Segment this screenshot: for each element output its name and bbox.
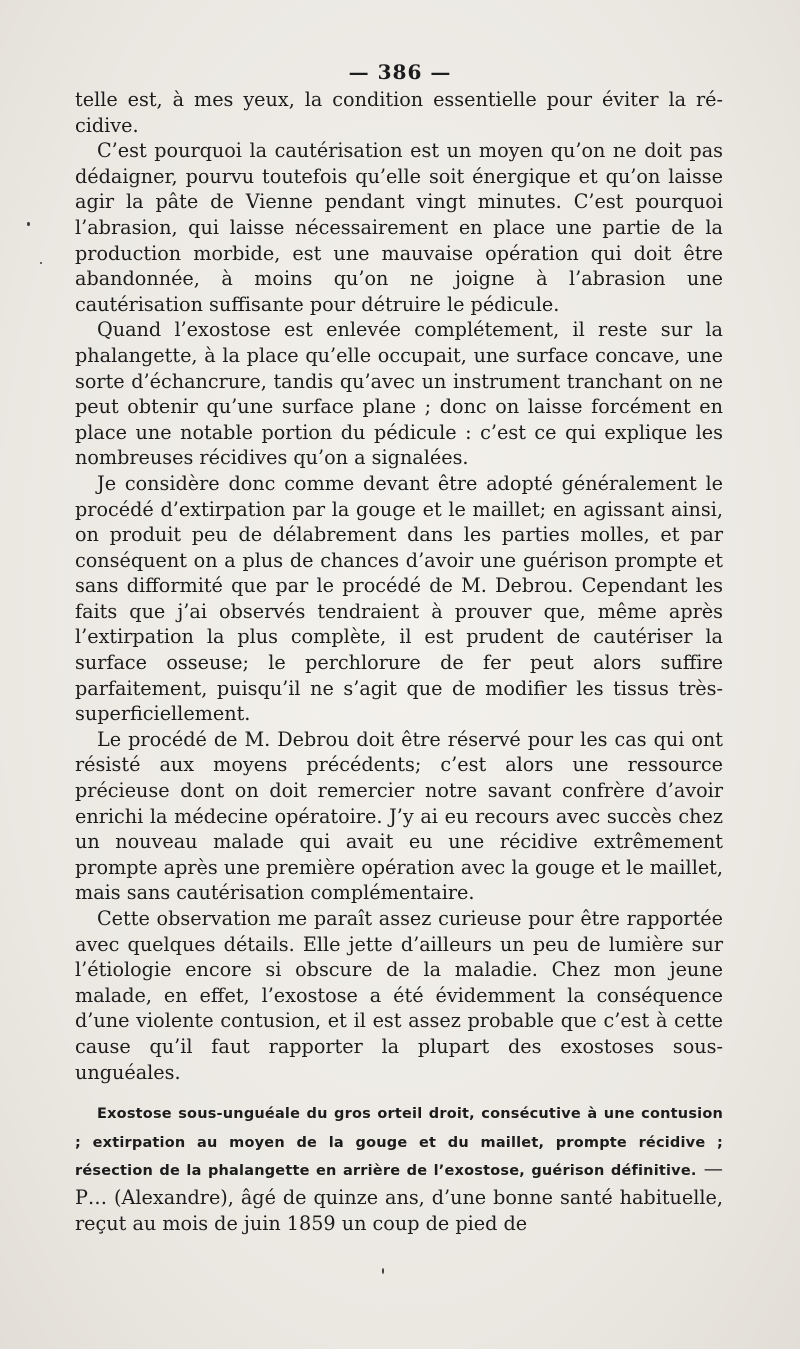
paragraph-2: C’est pourquoi la cautérisation est un moyen qu’on ne doit pas dédaigner, pourvu toutefois qu’elle soit énergique et qu’on laisse agir la pâte de Vienne pendant vingt minutes. C’est pourquoi l’abrasion, qui laisse nécessairement en place une partie de la production morbide, est une mauvaise opération qui doit être abandonnée, à moins qu’on ne joigne à l’abrasion une cautérisation suffisante pour détruire le pédicule. (75, 139, 723, 316)
paragraph-4: Je considère donc comme devant être adopté généralement le procédé d’extirpation par la gouge et le maillet; en agissant ainsi, on produit peu de délabrement dans les parties molles, et par conséquent on a plus de chances d’avoir une guérison prompte et sans difformité que par le procédé de M. Debrou. Cependant les faits que j’ai observés tendraient à prouver que, même après l’extirpation la plus complète, il est prudent de cautériser la surface osseuse; le perchlorure de fer peut alors suffire parfaitement, puisqu’il ne s’agit que de modifier les tissus très-superficiellement. (75, 471, 723, 726)
paragraph-3: Quand l’exostose est enlevée complétement, il reste sur la phalangette, à la place qu’elle occupait, une surface concave, une sorte d’échancrure, tandis qu’avec un instrument tranchant on ne peut obtenir qu’une surface plane ; donc on laisse forcément en place une notable portion du pédicule : c’est ce qui explique les nombreuses récidives qu’on a signalées. (75, 318, 723, 470)
paragraph-1: telle est, à mes yeux, la condition essentielle pour éviter la ré-cidive. (75, 88, 723, 137)
paragraph-6: Cette observation me paraît assez curieuse pour être rapportée avec quelques détails. Elle jette d’ailleurs un peu de lumière sur l’étiologie encore si obscure de la maladie. Chez mon jeune malade, en effet, l’exostose a été évidemment la conséquence d’une violente contusion, et il est assez probable que c’est à cette cause qu’il faut rapporter la plupart des exostoses sous-unguéales. (75, 907, 723, 1084)
observation-title: Exostose sous-unguéale du gros orteil droit, consécutive à une contusion ; extirpation au moyen de la gouge et du maillet, prompte récidive ; résection de la phalangette en arrière de l’exostose, guérison définitive. (75, 1106, 723, 1180)
observation-text: — P… (Alexandre), âgé de quinze ans, d’une bonne santé habituelle, reçut au mois de juin 1859 un coup de pied de (75, 1157, 723, 1236)
speck-mark (40, 262, 42, 264)
body-text (75, 87, 723, 1238)
speck-mark (382, 1268, 384, 1274)
paragraph-5: Le procédé de M. Debrou doit être réservé pour les cas qui ont résisté aux moyens précédents; c’est alors une ressource précieuse dont on doit remercier notre savant confrère d’avoir enrichi la médecine opératoire. J’y ai eu recours avec succès chez un nouveau malade qui avait eu une récidive extrêmement prompte après une première opération avec la gouge et le maillet, mais sans cautérisation complémentaire. (75, 727, 723, 905)
observation-paragraph (75, 1099, 723, 1238)
speck-mark (27, 222, 30, 226)
page-number: — 386 — (348, 60, 452, 84)
